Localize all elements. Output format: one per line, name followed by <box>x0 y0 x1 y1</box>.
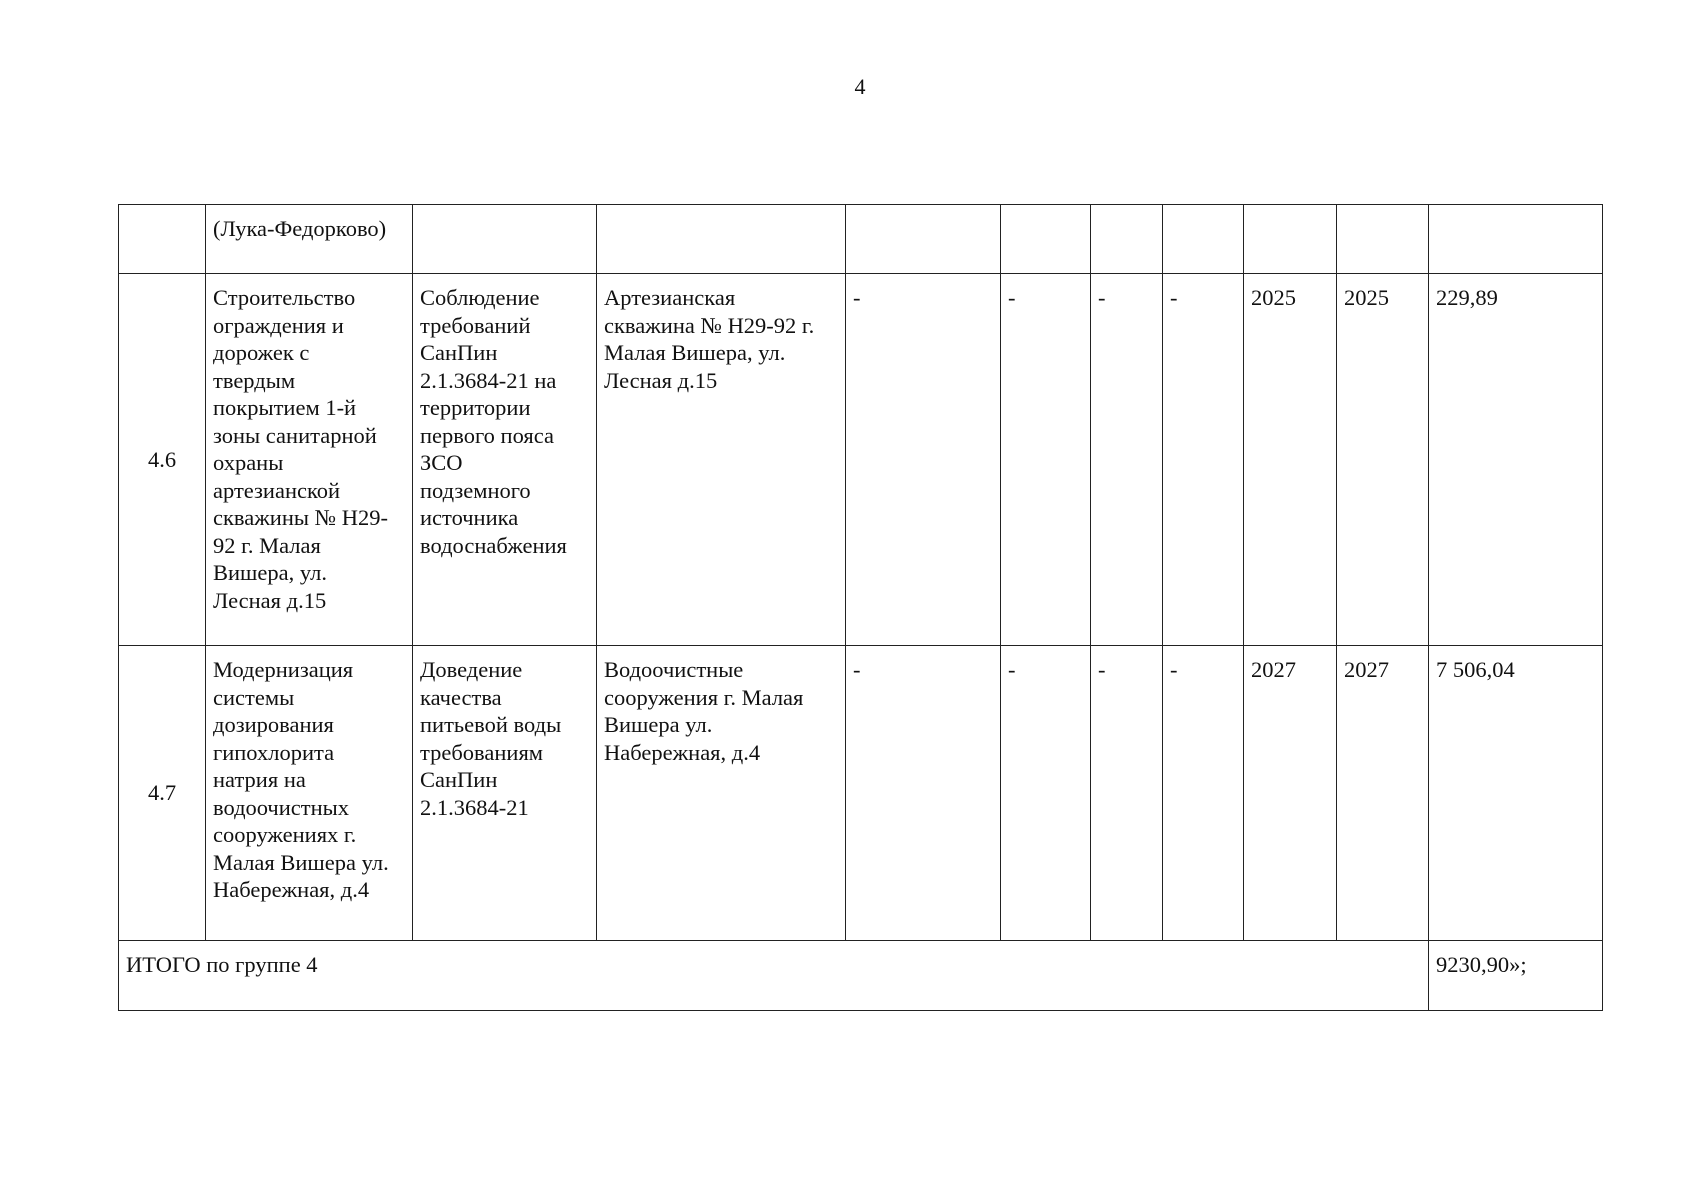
cell-col8: - <box>1163 274 1244 646</box>
cell-end-year <box>1337 205 1429 274</box>
cell-purpose: Соблюдение требований СанПин 2.1.3684-21 на территории первого пояса ЗСО подземного источника водоснабжения <box>413 274 597 646</box>
cell-cost <box>1429 205 1603 274</box>
cell-start-year <box>1244 205 1337 274</box>
cell-number: 4.7 <box>119 646 206 941</box>
cell-purpose <box>413 205 597 274</box>
cell-col7 <box>1091 205 1163 274</box>
cell-start-year: 2025 <box>1244 274 1337 646</box>
table-row <box>119 274 1603 646</box>
cell-col6: - <box>1001 274 1091 646</box>
cell-col6: - <box>1001 646 1091 941</box>
cell-cost: 229,89 <box>1429 274 1603 646</box>
cell-col6 <box>1001 205 1091 274</box>
cell-start-year: 2027 <box>1244 646 1337 941</box>
investment-measures-table <box>118 204 1603 1011</box>
cell-location <box>597 205 846 274</box>
cell-number: 4.6 <box>119 274 206 646</box>
cell-location: Артезианская скважина № Н29-92 г. Малая Вишера, ул. Лесная д.15 <box>597 274 846 646</box>
cell-col5: - <box>846 274 1001 646</box>
table-row <box>119 646 1603 941</box>
cell-purpose: Доведение качества питьевой воды требованиям СанПин 2.1.3684-21 <box>413 646 597 941</box>
total-label: ИТОГО по группе 4 <box>119 941 1429 1011</box>
cell-col7: - <box>1091 646 1163 941</box>
cell-col7: - <box>1091 274 1163 646</box>
cell-name: (Лука-Федорково) <box>206 205 413 274</box>
cell-col5 <box>846 205 1001 274</box>
table-total-row <box>119 941 1603 1011</box>
cell-location: Водоочистные сооружения г. Малая Вишера ул. Набережная, д.4 <box>597 646 846 941</box>
page-number: 4 <box>854 74 866 99</box>
cell-col8: - <box>1163 646 1244 941</box>
cell-col8 <box>1163 205 1244 274</box>
cell-name: Модернизация системы дозирования гипохлорита натрия на водоочистных сооружениях г. Малая Вишера ул. Набережная, д.4 <box>206 646 413 941</box>
table-row-continuation <box>119 205 1603 274</box>
cell-end-year: 2027 <box>1337 646 1429 941</box>
cell-name: Строительство ограждения и дорожек с твердым покрытием 1-й зоны санитарной охраны артезианской скважины № Н29- 92 г. Малая Вишера, ул. Лесная д.15 <box>206 274 413 646</box>
cell-col5: - <box>846 646 1001 941</box>
cell-end-year: 2025 <box>1337 274 1429 646</box>
total-value: 9230,90»; <box>1429 941 1603 1011</box>
cell-number <box>119 205 206 274</box>
cell-cost: 7 506,04 <box>1429 646 1603 941</box>
